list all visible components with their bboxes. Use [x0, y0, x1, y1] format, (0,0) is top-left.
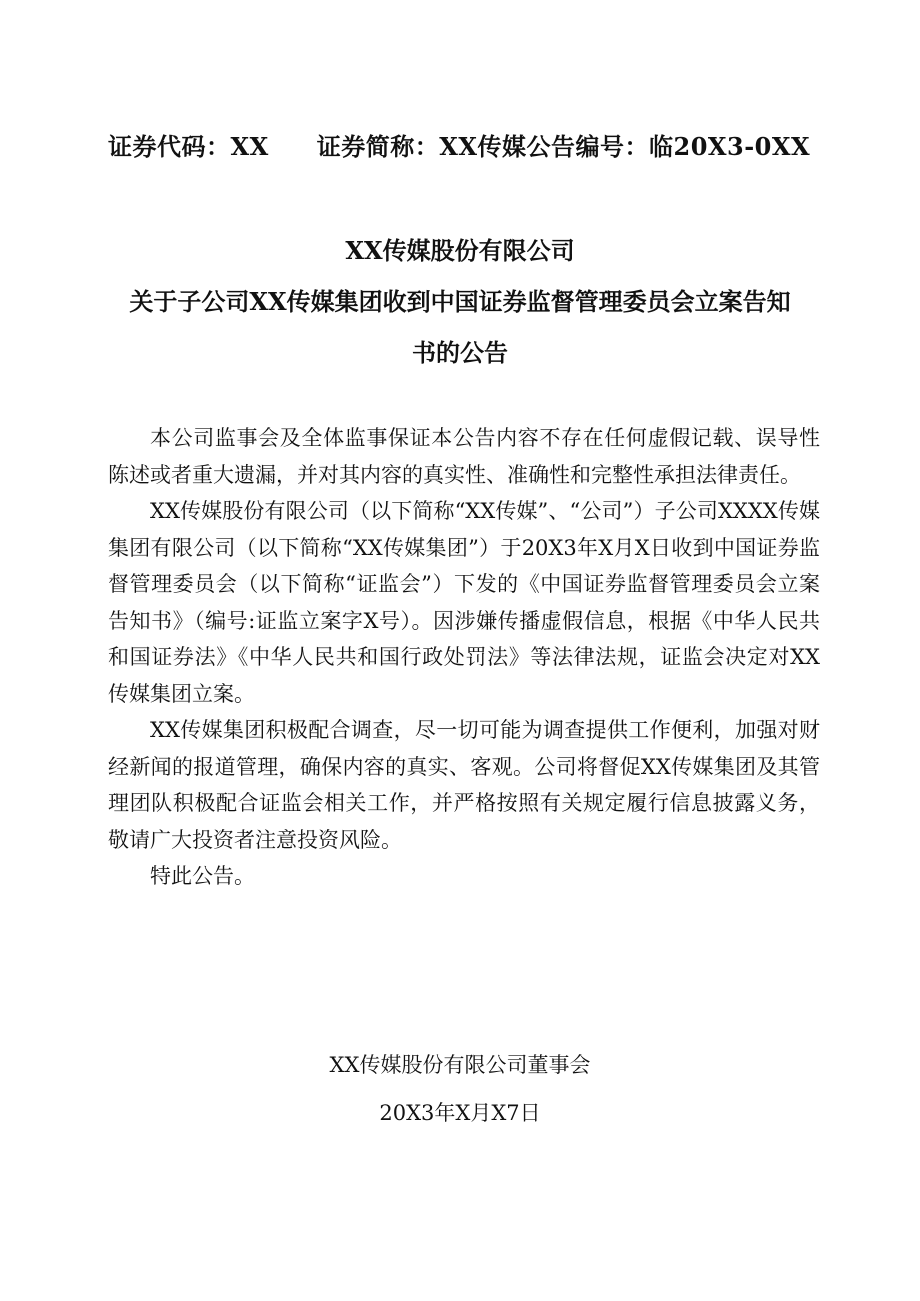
- paragraph-closing: 特此公告。: [150, 864, 255, 888]
- signature-org: XX传媒股份有限公司董事会: [329, 1053, 591, 1077]
- signature-date: 20X3年X月X7日: [379, 1101, 541, 1125]
- title-subject-line1: 关于子公司XX传媒集团收到中国证券监督管理委员会立案告知: [129, 287, 791, 316]
- security-code: 证券代码：XX: [108, 132, 269, 161]
- document-body: [108, 420, 820, 895]
- document-title: [100, 225, 820, 378]
- paragraph-announcement: XX传媒股份有限公司（以下简称“XX传媒”、“公司”）子公司XXXX传媒集团有限公司（以下简称“XX传媒集团”）于20X3年X月X日收到中国证券监督管理委员会（以下简称“证监会”）下发的《中国证券监督管理委员会立案告知书》（编号:证监立案字X号）。因涉嫌传播虚假信息，根据《中华人民共和国证券法》《中华人民共和国行政处罚法》等法律法规，证监会决定对XX传媒集团立案。: [108, 499, 820, 706]
- security-info-line: [108, 130, 810, 164]
- title-company: XX传媒股份有限公司: [345, 236, 575, 265]
- security-short-name: 证券简称：XX传媒: [316, 132, 527, 161]
- title-subject-line2: 书的公告: [412, 338, 508, 367]
- paragraph-statement: 本公司监事会及全体监事保证本公告内容不存在任何虚假记载、误导性陈述或者重大遗漏，并对其内容的真实性、准确性和完整性承担法律责任。: [108, 426, 820, 487]
- notice-number: 公告编号：临20X3-0XX: [526, 132, 811, 161]
- paragraph-cooperation: XX传媒集团积极配合调查，尽一切可能为调查提供工作便利，加强对财经新闻的报道管理，确保内容的真实、客观。公司将督促XX传媒集团及其管理团队积极配合证监会相关工作，并严格按照有关规定履行信息披露义务，敬请广大投资者注意投资风险。: [108, 718, 820, 852]
